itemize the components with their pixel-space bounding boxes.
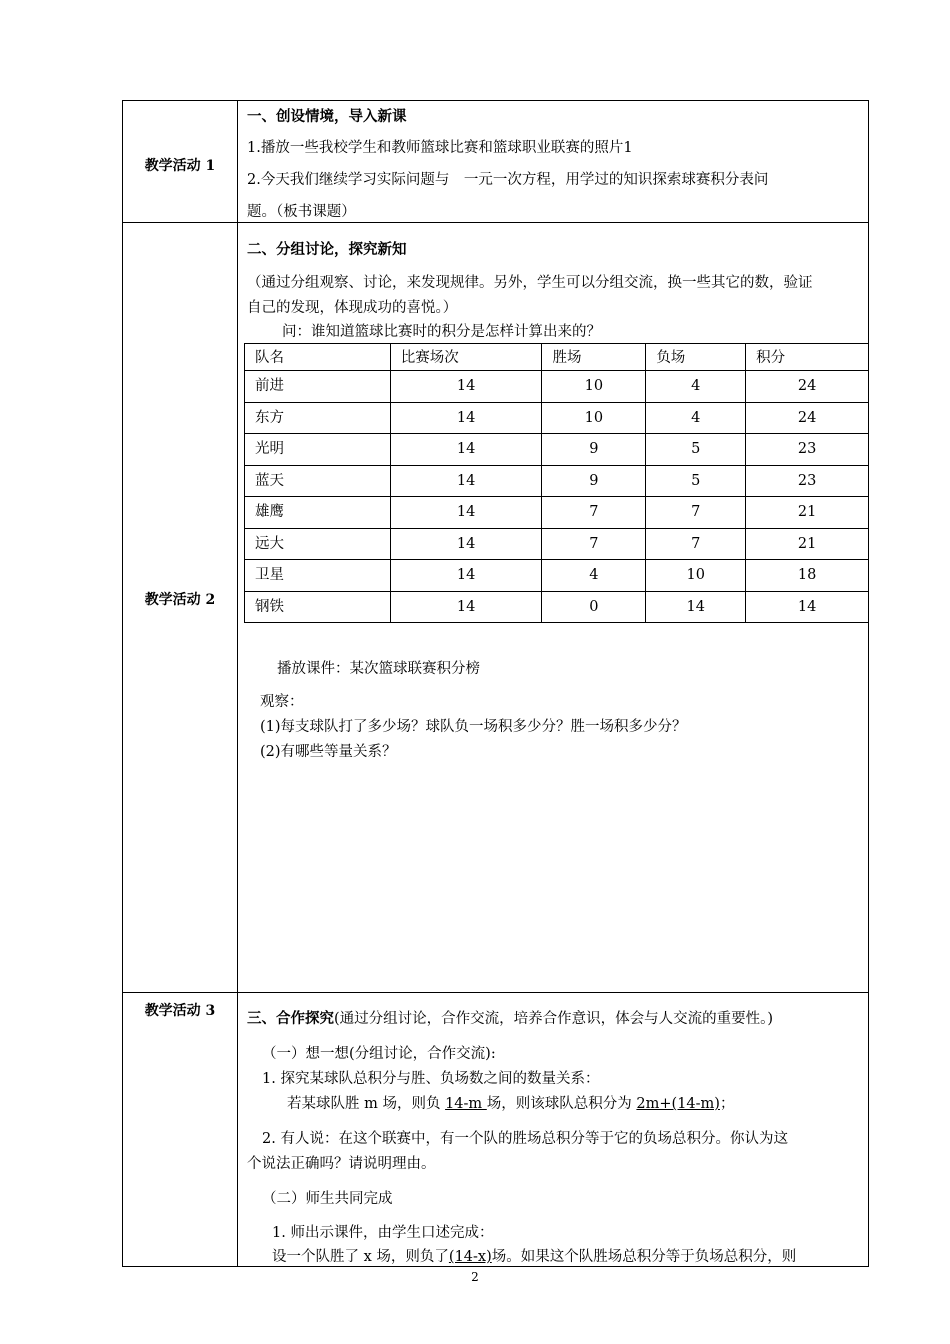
header-wins: 胜场: [542, 344, 646, 371]
activity3-label: 教学活动 3: [144, 1003, 216, 1019]
losses-cell: 4: [646, 402, 746, 434]
item3-detail-pre: 设一个队胜了 x 场，则负了: [272, 1249, 449, 1265]
games-cell: 14: [390, 465, 542, 497]
header-points: 积分: [746, 344, 869, 371]
losses-cell: 7: [646, 497, 746, 529]
team-name: 远大: [245, 528, 391, 560]
row-divider-1: [123, 222, 868, 223]
games-cell: 14: [390, 371, 542, 403]
courseware-note: 播放课件：某次篮球联赛积分榜: [277, 661, 480, 677]
team-name: 钢铁: [245, 591, 391, 623]
table-row: [245, 465, 869, 497]
table-row: [245, 497, 869, 529]
header-team: 队名: [245, 344, 391, 371]
losses-cell: 5: [646, 434, 746, 466]
row-divider-2: [123, 992, 868, 993]
activity2-intro-line1: （通过分组观察、讨论，来发现规律。另外，学生可以分组交流，换一些其它的数，验证: [247, 275, 813, 291]
column-divider: [237, 101, 238, 1266]
table-row: [245, 402, 869, 434]
team-name: 东方: [245, 402, 391, 434]
wins-cell: 7: [542, 497, 646, 529]
points-cell: 24: [746, 371, 869, 403]
wins-cell: 0: [542, 591, 646, 623]
points-cell: 24: [746, 402, 869, 434]
team-name: 卫星: [245, 560, 391, 592]
points-cell: 21: [746, 497, 869, 529]
item3-detail: [272, 1245, 796, 1266]
item2-line1: 2. 有人说：在这个联赛中，有一个队的胜场总积分等于它的负场总积分。你认为这: [262, 1131, 788, 1147]
activity1-label: 教学活动 1: [144, 158, 216, 174]
item1-detail: [287, 1092, 734, 1113]
item1-detail-end: ；: [719, 1096, 735, 1112]
points-cell: 23: [746, 465, 869, 497]
item2-line2: 个说法正确吗？请说明理由。: [247, 1156, 436, 1172]
wins-cell: 7: [542, 528, 646, 560]
header-games: 比赛场次: [390, 344, 542, 371]
losses-cell: 5: [646, 465, 746, 497]
table-row: [245, 528, 869, 560]
games-cell: 14: [390, 434, 542, 466]
activity1-heading: 一、创设情境，导入新课: [247, 108, 407, 125]
activity1-line1: 1.播放一些我校学生和教师篮球比赛和篮球职业联赛的照片1: [247, 140, 633, 156]
team-name: 前进: [245, 371, 391, 403]
activity1-line3: 题。（板书课题）: [247, 204, 356, 220]
activity2-label: 教学活动 2: [144, 592, 216, 608]
team-name: 蓝天: [245, 465, 391, 497]
games-cell: 14: [390, 591, 542, 623]
games-cell: 14: [390, 560, 542, 592]
games-cell: 14: [390, 497, 542, 529]
losses-cell: 4: [646, 371, 746, 403]
points-cell: 14: [746, 591, 869, 623]
observe-label: 观察：: [260, 694, 304, 710]
losses-cell: 10: [646, 560, 746, 592]
activity1-line2: 2.今天我们继续学习实际问题与 一元一次方程，用学过的知识探索球赛积分表问: [247, 172, 769, 188]
wins-cell: 9: [542, 434, 646, 466]
blank-total-points: 2m+(14-m): [636, 1096, 720, 1112]
wins-cell: 9: [542, 465, 646, 497]
item3: 1. 师出示课件，由学生口述完成：: [272, 1225, 494, 1241]
observe-question-1: (1)每支球队打了多少场？球队负一场积多少分？胜一场积多少分？: [260, 719, 687, 735]
page-number: 2: [471, 1270, 479, 1284]
activity2-intro-line2: 自己的发现，体现成功的喜悦。）: [247, 300, 458, 316]
part2-title: （二）师生共同完成: [262, 1191, 393, 1207]
activity2-heading: 二、分组讨论，探究新知: [247, 241, 407, 258]
losses-cell: 7: [646, 528, 746, 560]
observe-question-2: (2)有哪些等量关系？: [260, 744, 397, 760]
table-row: [245, 434, 869, 466]
blank-losses-x: (14-x): [448, 1249, 492, 1265]
header-losses: 负场: [646, 344, 746, 371]
activity2-question: 问：谁知道篮球比赛时的积分是怎样计算出来的？: [282, 324, 601, 340]
activity3-heading-note: (通过分组讨论，合作交流，培养合作意识，体会与人交流的重要性。): [334, 1011, 774, 1027]
points-cell: 23: [746, 434, 869, 466]
team-name: 光明: [245, 434, 391, 466]
wins-cell: 10: [542, 371, 646, 403]
activity3-heading: [247, 1007, 773, 1028]
points-cell: 21: [746, 528, 869, 560]
games-cell: 14: [390, 402, 542, 434]
games-cell: 14: [390, 528, 542, 560]
item3-detail-end: 场。如果这个队胜场总积分等于负场总积分，则: [491, 1249, 797, 1265]
table-row: [245, 560, 869, 592]
activity3-heading-title: 三、合作探究: [247, 1010, 334, 1027]
item1: 1. 探究某球队总积分与胜、负场数之间的数量关系：: [262, 1071, 600, 1087]
points-cell: 18: [746, 560, 869, 592]
wins-cell: 10: [542, 402, 646, 434]
score-table: [244, 343, 869, 623]
losses-cell: 14: [646, 591, 746, 623]
score-table-header: [245, 344, 869, 371]
wins-cell: 4: [542, 560, 646, 592]
team-name: 雄鹰: [245, 497, 391, 529]
part1-title: （一）想一想(分组讨论，合作交流):: [262, 1046, 496, 1062]
blank-losses: 14-m: [445, 1096, 487, 1112]
item1-detail-pre: 若某球队胜 m 场，则负: [287, 1096, 446, 1112]
table-row: [245, 591, 869, 623]
table-row: [245, 371, 869, 403]
item1-detail-mid: 场，则该球队总积分为: [486, 1096, 637, 1112]
